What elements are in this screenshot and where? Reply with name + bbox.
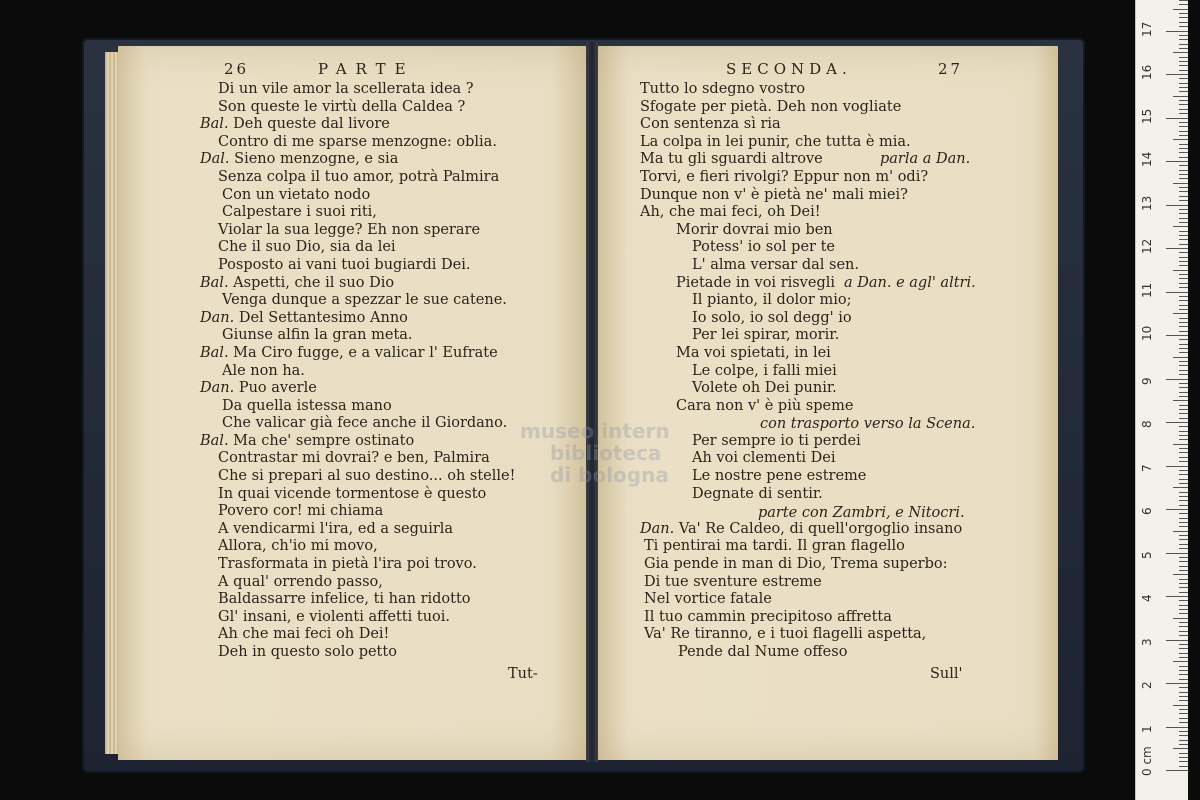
left-verse-line: Contrastar mi dovrai? e ben, Palmira <box>218 450 490 467</box>
ruler-tick <box>1179 274 1188 275</box>
left-verse-line: Bal. Aspetti, che il suo Dio <box>200 274 395 291</box>
ruler-tick <box>1179 170 1188 171</box>
right-verse-line: Per lei spirar, morir. <box>692 327 840 344</box>
ruler-tick <box>1179 713 1188 714</box>
ruler-tick <box>1173 705 1188 706</box>
ruler-tick <box>1179 474 1188 475</box>
ruler-tick <box>1179 631 1188 632</box>
left-verse-line: A vendicarmi l'ira, ed a seguirla <box>218 520 454 537</box>
ruler-tick <box>1179 344 1188 345</box>
right-verse-line: Di tue sventure estreme <box>644 573 822 590</box>
ruler-tick <box>1166 596 1188 597</box>
ruler-tick <box>1179 500 1188 501</box>
ruler-tick <box>1179 718 1188 719</box>
ruler-tick <box>1179 0 1188 1</box>
left-page-text <box>200 81 515 662</box>
measurement-ruler <box>1135 0 1188 800</box>
right-verse-line: Con sentenza sì ria <box>640 116 781 133</box>
right-verse-line: Sfogate per pietà. Deh non vogliate <box>640 98 902 115</box>
speaker-name: Dal. <box>200 151 230 168</box>
ruler-tick <box>1166 335 1188 336</box>
ruler-tick <box>1179 731 1188 732</box>
ruler-tick <box>1179 287 1188 288</box>
ruler-tick <box>1179 57 1188 58</box>
right-verse-line: Nel vortice fatale <box>644 591 772 608</box>
right-verse-line: Potess' io sol per te <box>692 239 835 256</box>
ruler-tick <box>1166 727 1188 728</box>
speaker-name: Dan. <box>200 380 235 397</box>
ruler-tick <box>1179 405 1188 406</box>
ruler-tick <box>1179 252 1188 253</box>
ruler-tick <box>1179 622 1188 623</box>
ruler-tick <box>1179 757 1188 758</box>
right-verse-line: Va' Re tiranno, e i tuoi flagelli aspetta, <box>644 626 927 643</box>
ruler-tick <box>1179 439 1188 440</box>
ruler-tick <box>1173 313 1188 314</box>
stage-direction-3: con trasporto verso la Scena. <box>760 416 976 432</box>
right-verse-line: Torvi, e fieri rivolgi? Eppur non m' odi? <box>640 168 929 185</box>
ruler-tick <box>1166 683 1188 684</box>
ruler-label: 7 <box>1140 463 1154 472</box>
right-verse-line: Il tuo cammin precipitoso affretta <box>644 608 892 625</box>
left-verse-line: Ale non ha. <box>222 362 305 379</box>
ruler-tick <box>1166 205 1188 206</box>
ruler-tick <box>1179 35 1188 36</box>
ruler-tick <box>1179 22 1188 23</box>
right-page-number: 27 <box>938 60 964 78</box>
ruler-tick <box>1179 100 1188 101</box>
ruler-tick <box>1179 122 1188 123</box>
ruler-tick <box>1166 770 1188 771</box>
ruler-tick <box>1179 78 1188 79</box>
ruler-tick <box>1179 61 1188 62</box>
ruler-tick <box>1179 753 1188 754</box>
ruler-label: 13 <box>1140 195 1154 211</box>
ruler-tick <box>1179 152 1188 153</box>
right-verse-line: Ti pentirai ma tardi. Il gran flagello <box>644 538 905 555</box>
ruler-tick <box>1179 470 1188 471</box>
right-verse-line: Per sempre io ti perdei <box>692 432 861 449</box>
ruler-tick <box>1179 657 1188 658</box>
ruler-tick <box>1179 522 1188 523</box>
left-verse-line: Allora, ch'io mi movo, <box>218 538 378 555</box>
ruler-tick <box>1179 679 1188 680</box>
ruler-tick <box>1179 409 1188 410</box>
ruler-tick <box>1179 505 1188 506</box>
left-verse-line: Violar la sua legge? Eh non sperare <box>218 221 481 238</box>
ruler-tick <box>1173 52 1188 53</box>
ruler-tick <box>1179 392 1188 393</box>
ruler-tick <box>1179 539 1188 540</box>
ruler-tick <box>1179 209 1188 210</box>
ruler-tick <box>1179 370 1188 371</box>
left-verse-line: Trasformata in pietà l'ira poi trovo. <box>218 556 477 573</box>
ruler-tick <box>1179 352 1188 353</box>
ruler-tick <box>1179 570 1188 571</box>
ruler-tick <box>1179 148 1188 149</box>
ruler-label: 17 <box>1140 21 1154 37</box>
ruler-tick <box>1179 431 1188 432</box>
ruler-tick <box>1179 222 1188 223</box>
ruler-tick <box>1179 583 1188 584</box>
right-verse-line: Ah, che mai feci, oh Dei! <box>640 204 821 221</box>
ruler-tick <box>1179 687 1188 688</box>
ruler-label: 2 <box>1140 681 1154 689</box>
left-verse-line: Di un vile amor la scellerata idea ? <box>218 81 474 97</box>
right-verse-line: Cara non v' è più speme <box>676 397 854 414</box>
ruler-tick <box>1173 270 1188 271</box>
left-verse-line: Dan. Puo averle <box>200 380 317 397</box>
ruler-tick <box>1179 544 1188 545</box>
ruler-tick <box>1179 17 1188 18</box>
ruler-label: 14 <box>1140 151 1154 167</box>
ruler-tick <box>1179 518 1188 519</box>
ruler-tick <box>1179 692 1188 693</box>
ruler-tick <box>1166 422 1188 423</box>
ruler-tick <box>1179 709 1188 710</box>
left-verse-line: Baldassarre infelice, ti han ridotto <box>218 591 471 608</box>
right-verse-line: Le nostre pene estreme <box>692 468 867 485</box>
ruler-tick <box>1179 191 1188 192</box>
ruler-label: 15 <box>1140 108 1154 124</box>
left-verse-line: Venga dunque a spezzar le sue catene. <box>222 292 507 309</box>
left-verse-line: Che il suo Dio, sia da lei <box>218 239 396 256</box>
ruler-tick <box>1179 535 1188 536</box>
ruler-tick <box>1179 766 1188 767</box>
ruler-tick <box>1173 139 1188 140</box>
ruler-tick <box>1173 183 1188 184</box>
ruler-tick <box>1179 426 1188 427</box>
ruler-tick <box>1179 492 1188 493</box>
ruler-tick <box>1179 131 1188 132</box>
ruler-tick <box>1179 13 1188 14</box>
ruler-tick <box>1166 379 1188 380</box>
ruler-tick <box>1179 613 1188 614</box>
ruler-tick <box>1179 318 1188 319</box>
ruler-tick <box>1179 674 1188 675</box>
ruler-label: 10 <box>1140 325 1154 341</box>
stage-direction-1: parla a Dan. <box>880 151 971 167</box>
right-verse-line: Tutto lo sdegno vostro <box>640 81 806 97</box>
ruler-tick <box>1179 339 1188 340</box>
ruler-tick <box>1166 161 1188 162</box>
ruler-tick <box>1179 600 1188 601</box>
ruler-tick <box>1179 70 1188 71</box>
ruler-tick <box>1179 592 1188 593</box>
left-verse-line: Che si prepari al suo destino... oh stelle! <box>218 468 516 485</box>
ruler-tick <box>1166 640 1188 641</box>
ruler-tick <box>1179 178 1188 179</box>
ruler-label: 11 <box>1140 282 1154 298</box>
ruler-tick <box>1179 239 1188 240</box>
ruler-tick <box>1179 526 1188 527</box>
ruler-tick <box>1173 357 1188 358</box>
left-verse-line: Gl' insani, e violenti affetti tuoi. <box>218 608 451 625</box>
ruler-tick <box>1179 435 1188 436</box>
ruler-tick <box>1179 696 1188 697</box>
ruler-tick <box>1173 487 1188 488</box>
left-verse-line: Posposto ai vani tuoi bugiardi Dei. <box>218 256 471 273</box>
ruler-tick <box>1179 496 1188 497</box>
library-watermark <box>520 420 670 486</box>
ruler-tick <box>1179 635 1188 636</box>
ruler-tick <box>1179 126 1188 127</box>
left-verse-line: Da quella istessa mano <box>222 397 392 414</box>
ruler-tick <box>1179 109 1188 110</box>
ruler-tick <box>1166 466 1188 467</box>
left-verse-line: Deh in questo solo petto <box>218 644 397 660</box>
ruler-tick <box>1179 296 1188 297</box>
speaker-name: Bal. <box>200 432 229 449</box>
ruler-tick <box>1179 722 1188 723</box>
ruler-tick <box>1179 218 1188 219</box>
right-verse-line: Pietade in voi risvegli <box>676 274 836 291</box>
ruler-tick <box>1179 65 1188 66</box>
right-verse-line: L' alma versar dal sen. <box>692 256 859 273</box>
right-verse-line: Morir dovrai mio ben <box>676 221 833 238</box>
left-verse-line: Dal. Sieno menzogne, e sia <box>200 151 399 168</box>
ruler-tick <box>1179 104 1188 105</box>
right-verse-line: Le colpe, i falli miei <box>692 362 837 379</box>
ruler-tick <box>1166 31 1188 32</box>
ruler-tick <box>1179 326 1188 327</box>
ruler-label: 5 <box>1140 550 1154 559</box>
ruler-tick <box>1179 457 1188 458</box>
ruler-tick <box>1179 761 1188 762</box>
left-verse-line: Bal. Deh queste dal livore <box>200 116 390 133</box>
left-verse-line: Che valicar già fece anche il Giordano. <box>222 415 508 432</box>
ruler-tick <box>1173 226 1188 227</box>
left-verse-line: A qual' orrendo passo, <box>218 573 383 590</box>
ruler-label: 1 <box>1140 724 1154 733</box>
ruler-tick <box>1179 261 1188 262</box>
left-verse-line: Bal. Ma che' sempre ostinato <box>200 432 415 449</box>
ruler-tick <box>1179 396 1188 397</box>
ruler-tick <box>1179 735 1188 736</box>
ruler-tick <box>1166 118 1188 119</box>
right-verse-line: Ma voi spietati, in lei <box>676 344 831 361</box>
right-verse-line: Gia pende in man di Dio, Trema superbo: <box>644 556 948 573</box>
ruler-tick <box>1179 300 1188 301</box>
ruler-tick <box>1179 666 1188 667</box>
ruler-tick <box>1179 483 1188 484</box>
ruler-tick <box>1179 196 1188 197</box>
ruler-tick <box>1173 618 1188 619</box>
right-verse-line: Io solo, io sol degg' io <box>692 309 852 326</box>
ruler-tick <box>1179 4 1188 5</box>
ruler-tick <box>1179 48 1188 49</box>
ruler-tick <box>1179 744 1188 745</box>
ruler-tick <box>1179 361 1188 362</box>
ruler-tick <box>1166 509 1188 510</box>
right-verse-line: Volete oh Dei punir. <box>692 380 837 397</box>
left-verse-line: Dan. Del Settantesimo Anno <box>200 309 408 326</box>
ruler-tick <box>1179 383 1188 384</box>
ruler-tick <box>1179 91 1188 92</box>
ruler-tick <box>1179 113 1188 114</box>
ruler-label: 6 <box>1140 507 1154 515</box>
ruler-tick <box>1179 157 1188 158</box>
ruler-tick <box>1179 87 1188 88</box>
left-verse-line: Ah che mai feci oh Dei! <box>218 626 390 643</box>
left-catchword: Tut- <box>508 666 538 682</box>
ruler-tick <box>1173 574 1188 575</box>
ruler-tick <box>1179 213 1188 214</box>
right-verse-line: La colpa in lei punir, che tutta è mia. <box>640 133 911 150</box>
ruler-label: 16 <box>1140 64 1154 80</box>
ruler-tick <box>1179 374 1188 375</box>
ruler-tick <box>1166 248 1188 249</box>
speaker-name: Bal. <box>200 344 229 361</box>
ruler-tick <box>1166 292 1188 293</box>
ruler-tick <box>1173 400 1188 401</box>
ruler-label: 0 cm <box>1140 746 1154 776</box>
stage-direction-2: a Dan. e agl' altri. <box>844 275 976 291</box>
speaker-name: Dan. <box>200 309 235 326</box>
ruler-tick <box>1179 26 1188 27</box>
ruler-tick <box>1179 418 1188 419</box>
ruler-tick <box>1179 322 1188 323</box>
left-verse-line: Contro di me sparse menzogne: oblia. <box>218 133 497 150</box>
left-verse-line: Calpestare i suoi riti, <box>222 204 377 221</box>
ruler-tick <box>1179 309 1188 310</box>
ruler-tick <box>1179 278 1188 279</box>
watermark-line-1: museo intern <box>520 419 670 443</box>
left-verse-line: Son queste le virtù della Caldea ? <box>218 98 466 115</box>
left-running-head: PARTE <box>318 60 415 78</box>
speaker-name: Bal. <box>200 274 229 291</box>
ruler-tick <box>1179 44 1188 45</box>
ruler-tick <box>1179 648 1188 649</box>
ruler-tick <box>1179 653 1188 654</box>
right-verse-line: Ah voi clementi Dei <box>692 450 836 467</box>
left-verse-line: Senza colpa il tuo amor, potrà Palmira <box>218 168 500 185</box>
ruler-tick <box>1173 531 1188 532</box>
ruler-tick <box>1179 39 1188 40</box>
ruler-tick <box>1179 587 1188 588</box>
right-verse-line: Dan. Va' Re Caldeo, di quell'orgoglio insano <box>640 520 963 537</box>
watermark-line-3: di bologna <box>550 463 669 487</box>
ruler-tick <box>1179 579 1188 580</box>
ruler-tick <box>1179 609 1188 610</box>
ruler-tick <box>1179 365 1188 366</box>
ruler-tick <box>1173 96 1188 97</box>
ruler-tick <box>1179 448 1188 449</box>
ruler-tick <box>1179 566 1188 567</box>
watermark-line-2: biblioteca <box>550 441 662 465</box>
right-running-head: SECONDA. <box>726 60 852 78</box>
ruler-label: 9 <box>1140 376 1154 385</box>
ruler-label: 4 <box>1140 594 1154 602</box>
ruler-tick <box>1179 626 1188 627</box>
left-page-number: 26 <box>224 60 250 78</box>
ruler-tick <box>1179 670 1188 671</box>
speaker-name: Dan. <box>640 520 675 537</box>
ruler-tick <box>1179 387 1188 388</box>
ruler-tick <box>1166 553 1188 554</box>
stage-direction-4: parte con Zambri, e Nitocri. <box>758 505 965 521</box>
ruler-tick <box>1179 165 1188 166</box>
ruler-tick <box>1179 605 1188 606</box>
ruler-tick <box>1179 283 1188 284</box>
left-verse-line: Bal. Ma Ciro fugge, e a valicar l' Eufrate <box>200 344 498 361</box>
ruler-tick <box>1179 174 1188 175</box>
ruler-label: 3 <box>1140 637 1154 646</box>
ruler-tick <box>1179 561 1188 562</box>
ruler-tick <box>1179 331 1188 332</box>
ruler-tick <box>1179 513 1188 514</box>
left-verse-line: Con un vietato nodo <box>222 186 371 203</box>
left-verse-line: Giunse alfin la gran meta. <box>222 327 413 344</box>
ruler-tick <box>1179 244 1188 245</box>
book-gutter <box>586 42 598 762</box>
ruler-tick <box>1179 305 1188 306</box>
right-verse-line: Pende dal Nume offeso <box>678 644 848 660</box>
right-verse-line: Il pianto, il dolor mio; <box>692 292 852 309</box>
right-verse-line: Degnate di sentir. <box>692 485 823 502</box>
ruler-tick <box>1179 135 1188 136</box>
ruler-label: 12 <box>1140 238 1154 254</box>
ruler-tick <box>1179 479 1188 480</box>
ruler-tick <box>1179 548 1188 549</box>
ruler-tick <box>1173 9 1188 10</box>
ruler-tick <box>1166 74 1188 75</box>
ruler-tick <box>1179 265 1188 266</box>
right-catchword: Sull' <box>930 666 963 682</box>
ruler-tick <box>1179 83 1188 84</box>
ruler-tick <box>1179 413 1188 414</box>
ruler-tick <box>1179 144 1188 145</box>
right-verse-line: Ma tu gli sguardi altrove <box>640 151 823 168</box>
ruler-tick <box>1179 257 1188 258</box>
ruler-tick <box>1179 348 1188 349</box>
speaker-name: Bal. <box>200 116 229 133</box>
ruler-tick <box>1179 740 1188 741</box>
ruler-tick <box>1179 231 1188 232</box>
ruler-tick <box>1179 644 1188 645</box>
ruler-tick <box>1173 661 1188 662</box>
ruler-tick <box>1179 461 1188 462</box>
left-verse-line: Povero cor! mi chiama <box>218 503 384 520</box>
right-verse-line: Dunque non v' è pietà ne' mali miei? <box>640 186 908 203</box>
ruler-tick <box>1179 187 1188 188</box>
ruler-tick <box>1179 452 1188 453</box>
ruler-tick <box>1173 748 1188 749</box>
ruler-tick <box>1179 200 1188 201</box>
left-verse-line: In quai vicende tormentose è questo <box>218 485 487 502</box>
ruler-label: 8 <box>1140 420 1154 428</box>
ruler-tick <box>1173 444 1188 445</box>
ruler-tick <box>1179 557 1188 558</box>
ruler-tick <box>1179 235 1188 236</box>
ruler-tick <box>1179 700 1188 701</box>
